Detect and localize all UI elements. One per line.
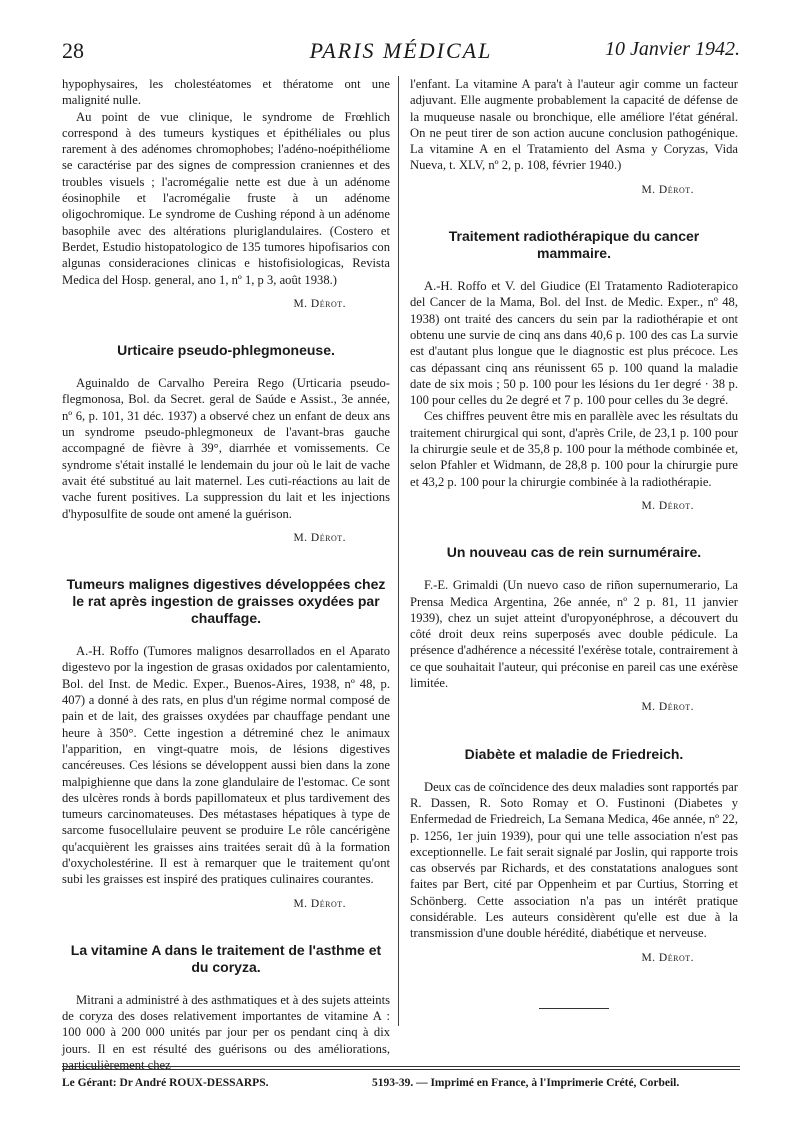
end-rule: [539, 1008, 609, 1009]
section-title: Tumeurs malignes digestives développées chez le rat après ingestion de graisses oxydées par chauffage.: [66, 576, 386, 627]
paragraph: Aguinaldo de Carvalho Pereira Rego (Urticaria pseudo-flegmonosa, Bol. da Secret. geral de Saúde e Assist., 3e année, nº 6, p. 101, 31 déc. 1937) a observé chez un enfant de deux ans un syndrome pseudo-phlegmoneux de l'avant-bras gauche accompagné de fièvre à 39°, diarrhée et vomissements. Ce syndrome s'était installé le lendemain du jour où le lait de vache avait été substitué au lait maternel. Les cuti-réactions au lait de vache furent positives. La suppression du lait et les injections d'hyposulfite de soude ont amené la guérison.: [62, 376, 390, 521]
author-signature: M. Dérot.: [293, 897, 346, 910]
issue-date: 10 Janvier 1942.: [605, 38, 740, 60]
footer-rule: [62, 1066, 740, 1067]
paragraph: Au point de vue clinique, le syndrome de Frœhlich correspond à des tumeurs kystiques et épithéliales ou plus rarement à des adénomes chromophobes; l'adéno-noépithéliome se caractérise par des signes de compression craniennes et des troubles visuels ; l'acromégalie nette est due à un adénome éosinophile et l'acromégalie fruste à un adénome oligochromique. Le syndrome de Cushing répond à un adénome basophile avec des altérations pluriglandulaires. (Costero et Berdet, Estudio histopatologico de 135 tumores hipofisarios con algunas consideraciones clinicas e histofisiologicas, Revista Medica del Hosp. general, ano 1, nº 1, p 3, août 1938.): [62, 109, 390, 287]
paragraph: Mitrani a administré à des asthmatiques et à des sujets atteints de coryza des doses relativement importantes de vitamine A : 100 000 à 200 000 unités par jour per os pendant cinq à dix jours. Il en est résulté des guérisons ou des améliorations,: [62, 992, 390, 1056]
column-divider: [398, 76, 399, 1026]
left-column: [62, 76, 390, 1073]
section-title: Diabète et maladie de Friedreich.: [464, 745, 684, 762]
section-title: La vitamine A dans le traitement de l'asthme et du coryza.: [70, 941, 382, 975]
journal-title: PARIS MÉDICAL: [309, 38, 493, 63]
page-header: [62, 38, 740, 68]
author-signature: M. Dérot.: [293, 531, 346, 544]
right-column: [410, 76, 738, 1009]
page-number: 28: [62, 38, 84, 63]
paragraph: Deux cas de coïncidence des deux maladies sont rapportés par R. Dassen, R. Soto Romay et O. Fustinoni (Diabetes y Enfermedad de Friedreich, La Semana Medica, 46e année, nº 22, p. 1256, 1er juin 1939), pour qui une telle association n'est pas exceptionnelle. Le fait serait signalé par Joslin, qui rapporte trois cas observés par Richards, et des constatations analogues sont faites par Bert, cité par Oppenheim et par Curtius, Storring et Schönberg. Cette association n'a pas un intérêt pratique considérable. Les auteurs considèrent qu'elle est due à la transmission d'une double hérédité, diabétique et nerveuse.: [410, 779, 738, 941]
paragraph: l'enfant. La vitamine A para't à l'auteur agir comme un facteur adjuvant. Elle augmente probablement la capacité de défense de la muqueuse nasale ou bronchique, elle améliore l'état général. On ne peut tirer de son action aucune conclusion pathogénique. La vitamine A en el Tratamiento del Asma y Coryzas, Vida Nueva, t. XLV, nº 2, p. 108, février 1940.): [410, 77, 738, 173]
paragraph: A.-H. Roffo (Tumores malignos desarrollados en el Aparato digestevo por la ingestion de grasas oxidados por calentamiento, Bol. del Inst. de Medic. Exper., Buenos-Aires, 1938, nº 48, p. 407) a donné à des rats, en plus d'un régime normal composé de pain et de lait, des graisses oxydées par chauffage pendant une heure à 350°. Cette ingestion a détreminé chez le animaux l'apparition, en vingt-quatre mois, de lésions digestives cancéreuses. Ces lésions se développent aussi bien dans la zone malpighienne que dans la zone glandulaire de l'estomac. Ce sont des ulcères ronds à bords papillomateux et plus tardivement des tumeurs carcinomateuses. Des métastases hépatiques à type de sarcome fusocellulaire peuvent se produire Le rôle cancérigène qu'acquièrent les graisses ains traitées serait dû à la formation d'oxycholestérine. Il est à remarquer que le traitement qu'ont subi les graisses est inspiré des pratiques culinaires courantes.: [62, 644, 390, 887]
author-signature: M. Dérot.: [641, 701, 694, 714]
footer-imprint: 5193-39. — Imprimé en France, à l'Imprimerie Crété, Corbeil.: [372, 1077, 680, 1089]
author-signature: M. Dérot.: [641, 951, 694, 964]
paragraph: A.-H. Roffo et V. del Giudice (El Tratamento Radioterapico del Cancer de la Mama, Bol. del Inst. de Medic. Exper., nº 48, 1938) ont traité des cancers du sein par la radiothérapie et ont obtenu une survie de cinq ans dans 40,6 p. 100 des cas La survie est d'autant plus longue que le diagnostic est plus précoce. Les cas dépassant cinq ans réunissent 65 p. 100 quand la maladie date de six mois ; 50 p. 100 pour les lésions du 1er degré · 38 p. 100 pour celles du 2e degré et 7 p. 100 pour celles du 3e degré.: [410, 279, 738, 408]
paragraph: Ces chiffres peuvent être mis en parallèle avec les résultats du traitement chirurgical qui sont, d'après Crile, de 23,1 p. 100 pour la chirurgie seule et de 35,8 p. 100 pour la méthode combinée et, selon Pfahler et Widmann, de 28,8 p. 100 pour la chirurgie pure et 43,2 p. 100 pour la chirurgie combinée à la radiothérapie.: [410, 409, 738, 489]
section-title: Urticaire pseudo-phlegmoneuse.: [117, 342, 335, 359]
footer-rule: [62, 1069, 740, 1070]
section-title: Traitement radiothérapique du cancer mammaire.: [448, 228, 700, 262]
author-signature: M. Dérot.: [641, 499, 694, 512]
paragraph: F.-E. Grimaldi (Un nuevo caso de riñon supernumerario, La Prensa Medica Argentina, 26e année, nº 2 p. 81, 11 janvier 1939), chez un sujet atteint d'uropyonéphrose, a découvert du côté droit deux reins superposés avec double pédicule. La présence d'adhérence a nécessité l'exérèse totale, contrairement à ce que souhaitait l'auteur, qui préconise en pareil cas une exérèse limitée.: [410, 578, 738, 691]
author-signature: M. Dérot.: [293, 297, 346, 310]
footer-gerant: Le Gérant: Dr André ROUX-DESSARPS.: [62, 1077, 269, 1089]
author-signature: M. Dérot.: [641, 183, 694, 196]
section-title: Un nouveau cas de rein surnuméraire.: [446, 544, 702, 561]
paragraph: hypophysaires, les cholestéatomes et thératome ont une malignité nulle.: [62, 77, 390, 108]
